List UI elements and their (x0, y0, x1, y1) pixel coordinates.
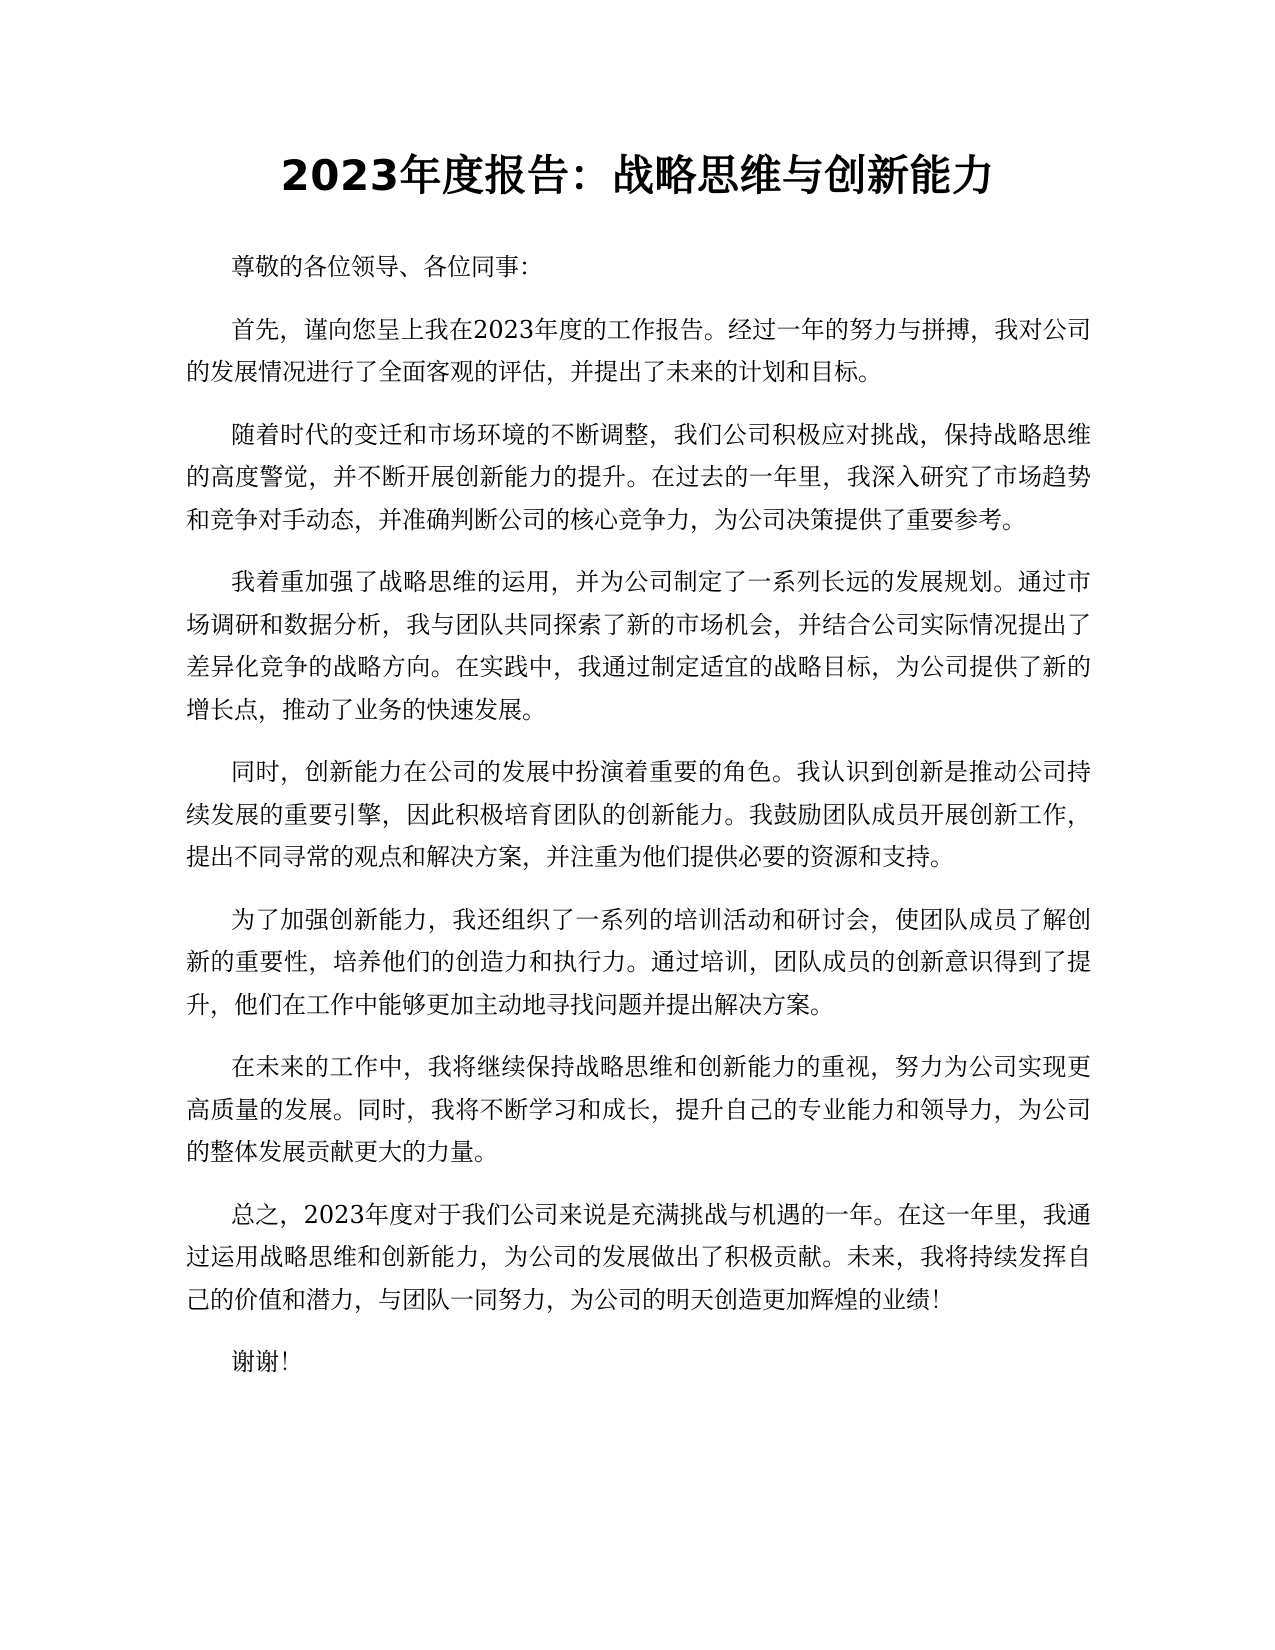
paragraph: 在未来的工作中，我将继续保持战略思维和创新能力的重视，努力为公司实现更高质量的发展。同时，我将不断学习和成长，提升自己的专业能力和领导力，为公司的整体发展贡献更大的力量。 (186, 1053, 1091, 1166)
paragraph: 总之，2023年度对于我们公司来说是充满挑战与机遇的一年。在这一年里，我通过运用战略思维和创新能力，为公司的发展做出了积极贡献。未来，我将持续发挥自己的价值和潜力，与团队一同努力，为公司的明天创造更加辉煌的业绩！ (186, 1200, 1091, 1314)
document-body (186, 246, 1091, 1404)
document-title: 2023年度报告：战略思维与创新能力 (280, 151, 995, 200)
paragraph: 我着重加强了战略思维的运用，并为公司制定了一系列长远的发展规划。通过市场调研和数据分析，我与团队共同探索了新的市场机会，并结合公司实际情况提出了差异化竞争的战略方向。在实践中，我通过制定适宜的战略目标，为公司提供了新的增长点，推动了业务的快速发展。 (186, 568, 1091, 724)
paragraph: 随着时代的变迁和市场环境的不断调整，我们公司积极应对挑战，保持战略思维的高度警觉，并不断开展创新能力的提升。在过去的一年里，我深入研究了市场趋势和竞争对手动态，并准确判断公司的核心竞争力，为公司决策提供了重要参考。 (186, 420, 1091, 534)
paragraph: 为了加强创新能力，我还组织了一系列的培训活动和研讨会，使团队成员了解创新的重要性，培养他们的创造力和执行力。通过培训，团队成员的创新意识得到了提升，他们在工作中能够更加主动地寻找问题并提出解决方案。 (186, 905, 1091, 1019)
paragraph-salutation: 尊敬的各位领导、各位同事： (231, 253, 543, 281)
paragraph: 首先，谨向您呈上我在2023年度的工作报告。经过一年的努力与拼搏，我对公司的发展情况进行了全面客观的评估，并提出了未来的计划和目标。 (186, 315, 1091, 386)
paragraph-closing: 谢谢！ (231, 1348, 303, 1376)
paragraph: 同时，创新能力在公司的发展中扮演着重要的角色。我认识到创新是推动公司持续发展的重要引擎，因此积极培育团队的创新能力。我鼓励团队成员开展创新工作，提出不同寻常的观点和解决方案，并注重为他们提供必要的资源和支持。 (186, 758, 1091, 871)
